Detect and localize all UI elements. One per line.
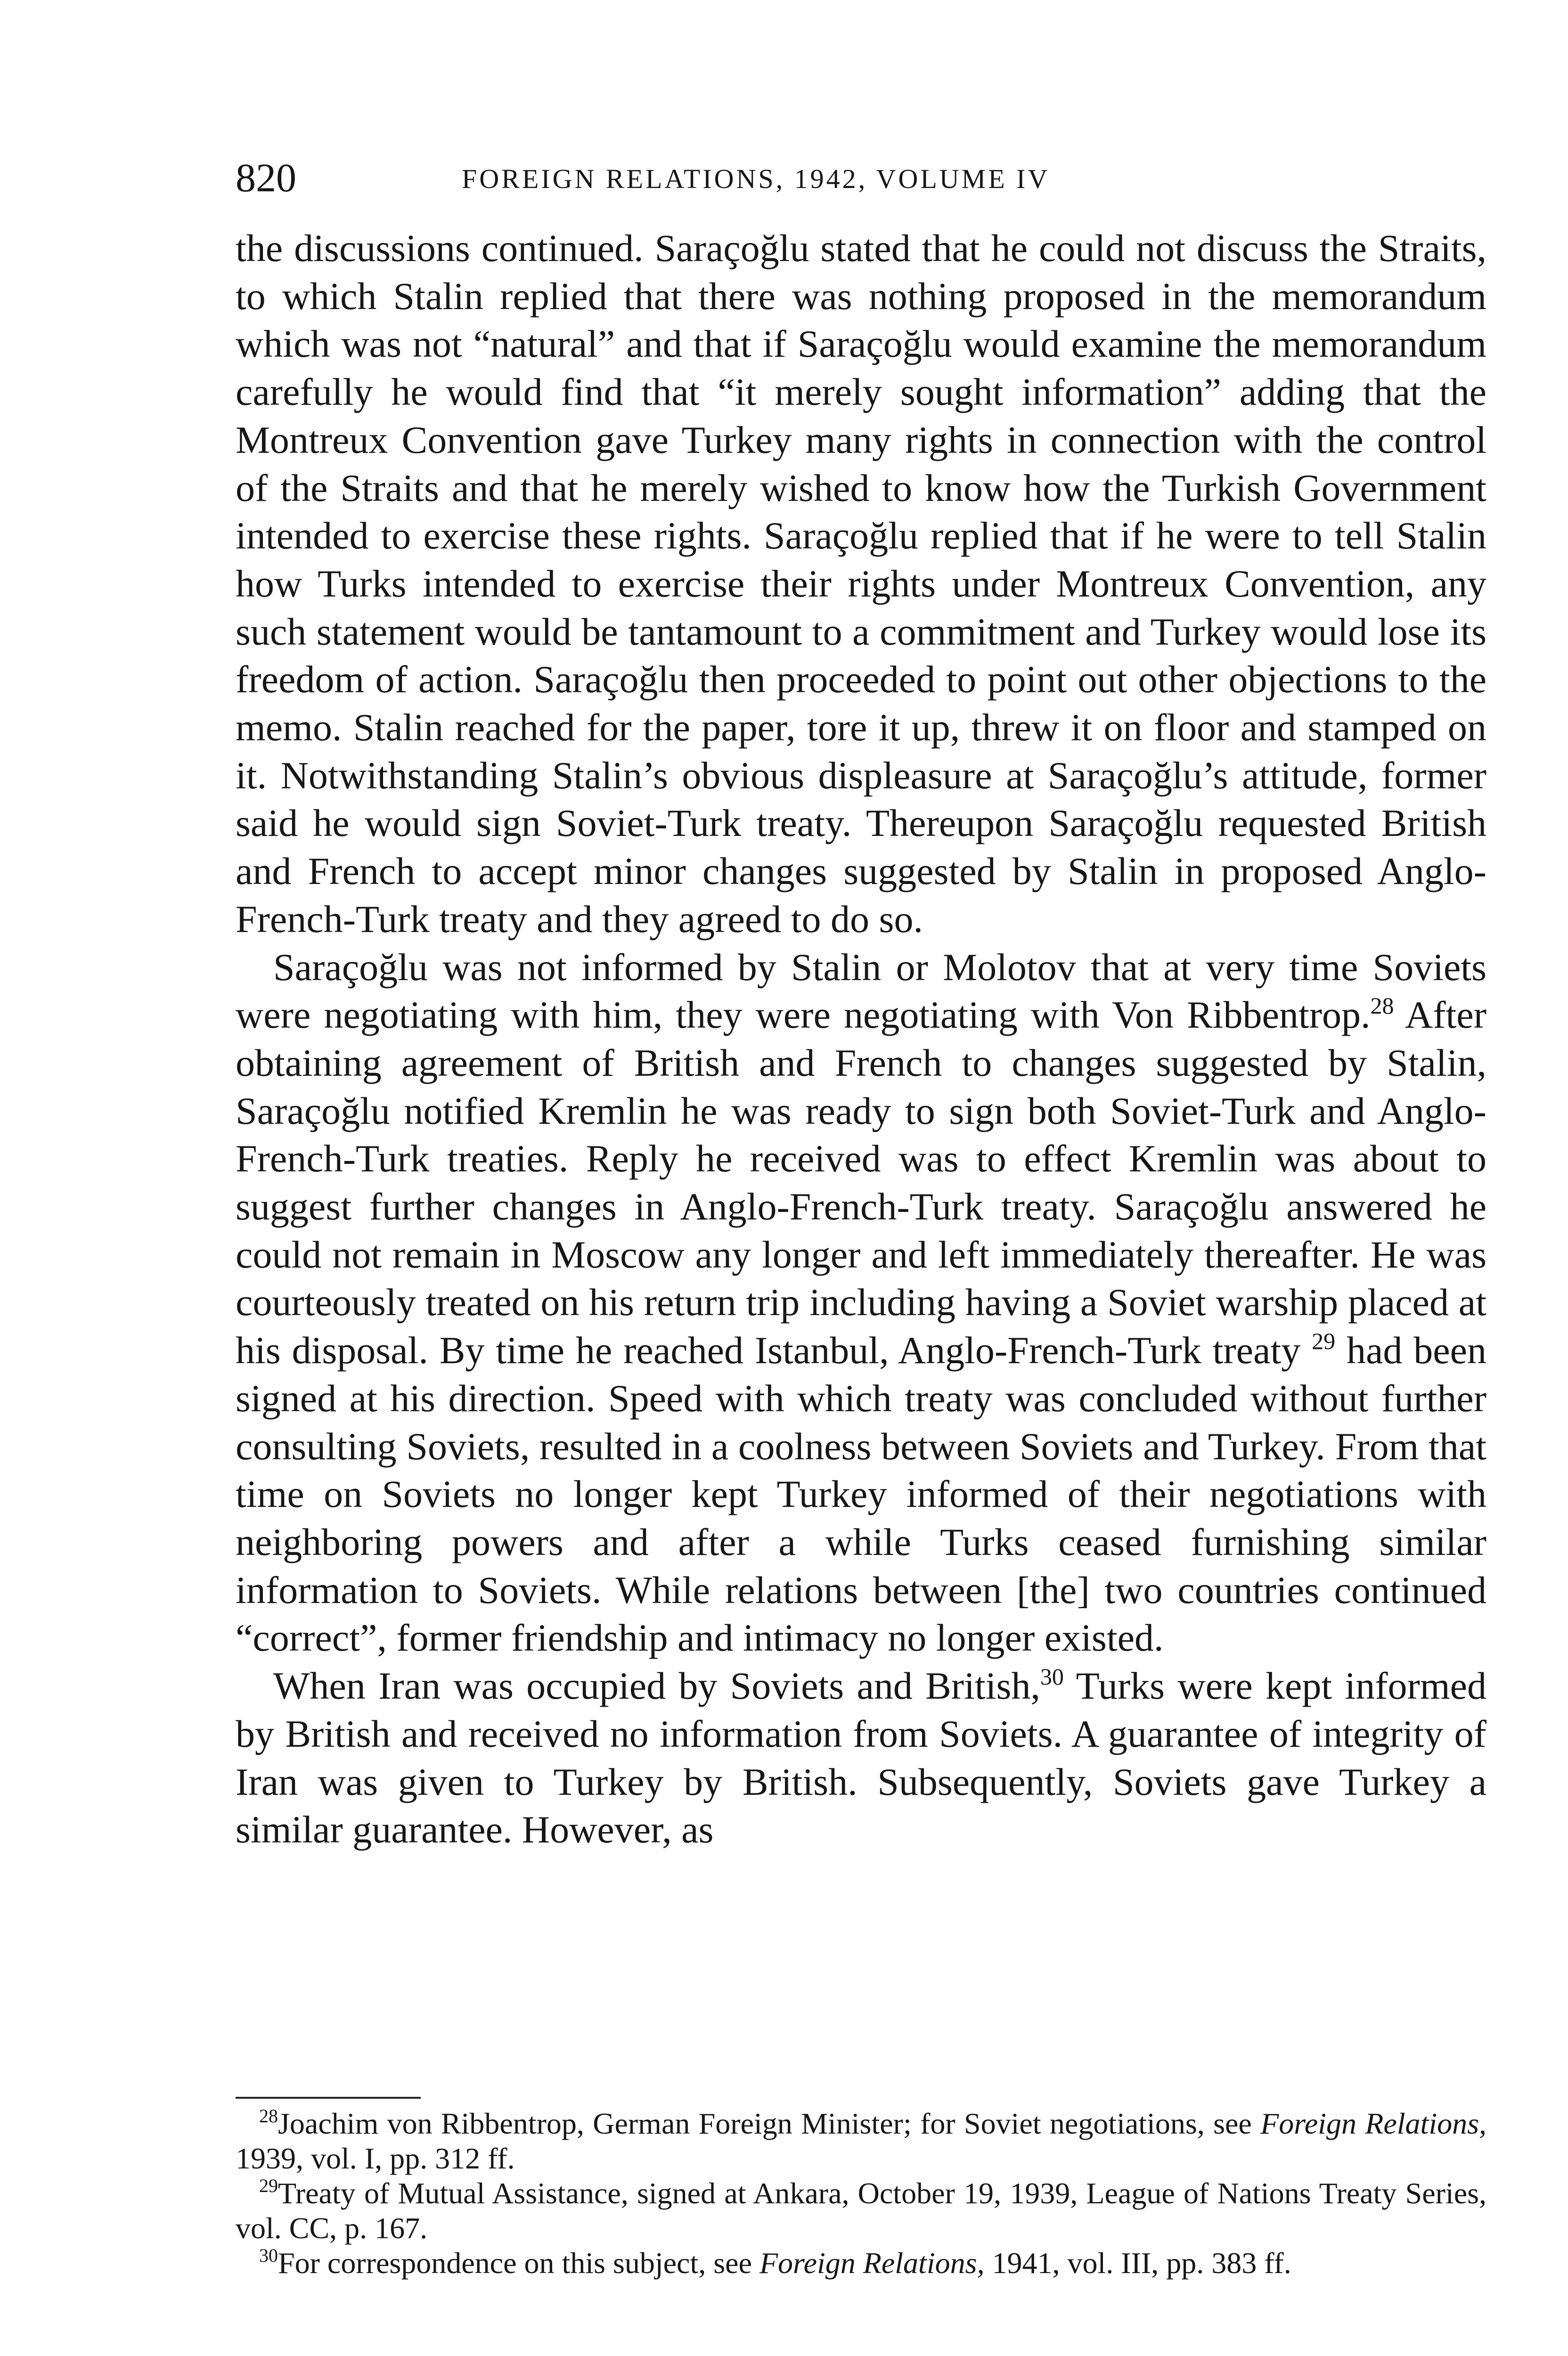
paragraph-text: Saraçoğlu was not informed by Stalin or Molotov that at very time Soviets were negotiating with him, they were negotiating with Von Ribbentrop. bbox=[236, 945, 1486, 1037]
footnote-marker: 30 bbox=[259, 2245, 278, 2266]
paragraph-3 bbox=[236, 1662, 1486, 1854]
footnote-28 bbox=[236, 2106, 1486, 2176]
paragraph-1 bbox=[236, 224, 1486, 943]
page-number: 820 bbox=[236, 155, 296, 200]
footnote-citation-title: Foreign Relations, bbox=[759, 2246, 985, 2280]
paragraph-text: had been signed at his direction. Speed with which treaty was concluded without further consulting Soviets, resulted in a coolness between Soviets and Turkey. From that time on Soviets no longer kept Turkey informed of their negotiations with neighboring powers and after a while Turks ceased furnishing similar information to Soviets. While relations between [the] two countries continued “correct”, former friendship and intimacy no longer existed. bbox=[236, 1329, 1487, 1660]
paragraph-text: When Iran was occupied by Soviets and British, bbox=[273, 1664, 1040, 1708]
footnote-text: Treaty of Mutual Assistance, signed at Ankara, October 19, 1939, League of Nations Treaty Series, vol. CC, p. 167. bbox=[236, 2176, 1486, 2245]
footnotes bbox=[236, 2106, 1486, 2281]
footnote-text: Joachim von Ribbentrop, German Foreign Minister; for Soviet negotiations, see bbox=[278, 2107, 1261, 2140]
footnote-text: For correspondence on this subject, see bbox=[278, 2246, 760, 2280]
running-head bbox=[236, 152, 1508, 204]
paragraph-text: After obtaining agreement of British and French to changes suggested by Stalin, Saraçoğlu notified Kremlin he was ready to sign both Soviet-Turk and Anglo-French-Turk treaties. Reply he received was to effect Kremlin was about to suggest further changes in Anglo-French-Turk treaty. Saraçoğlu answered he could not remain in Moscow any longer and left immediately thereafter. He was courteously treated on his return trip including having a Soviet warship placed at his disposal. By time he reached Istanbul, Anglo-French-Turk treaty bbox=[236, 993, 1486, 1372]
footnote-citation-title: Foreign Relations, bbox=[1260, 2107, 1487, 2140]
paragraph-text: the discussions continued. Saraçoğlu stated that he could not discuss the Straits, to which Stalin replied that there was nothing proposed in the memorandum which was not “natural” and that if Saraçoğlu would examine the memorandum carefully he would find that “it merely sought information” adding that the Montreux Convention gave Turkey many rights in connection with the control of the Straits and that he merely wished to know how the Turkish Government intended to exercise these rights. Saraçoğlu replied that if he were to tell Stalin how Turks intended to exercise their rights under Montreux Convention, any such statement would be tantamount to a commitment and Turkey would lose its freedom of action. Saraçoğlu then proceeded to point out other objections to the memo. Stalin reached for the paper, tore it up, threw it on floor and stamped on it. Notwithstanding Stalin’s obvious displeasure at Saraçoğlu’s attitude, former said he would sign Soviet-Turk treaty. Thereupon Saraçoğlu requested British and French to accept minor changes suggested by Stalin in proposed Anglo-French-Turk treaty and they agreed to do so. bbox=[236, 227, 1486, 941]
footnote-text: 1941, vol. III, pp. 383 ff. bbox=[984, 2246, 1291, 2280]
footnote-text: 1939, vol. I, pp. 312 ff. bbox=[236, 2142, 515, 2175]
footnote-marker: 28 bbox=[259, 2105, 278, 2127]
footnote-30 bbox=[236, 2246, 1486, 2281]
footnote-reference-30[interactable]: 30 bbox=[1040, 1663, 1064, 1690]
footnote-reference-29[interactable]: 29 bbox=[1312, 1328, 1336, 1355]
paragraph-2 bbox=[236, 943, 1486, 1662]
running-head-title: FOREIGN RELATIONS, 1942, VOLUME IV bbox=[462, 164, 1050, 194]
footnote-marker: 29 bbox=[259, 2175, 278, 2196]
paragraph-text: Turks were kept informed by British and received no information from Soviets. A guarantee of integrity of Iran was given to Turkey by British. Subsequently, Soviets gave Turkey a similar guarantee. However, as bbox=[236, 1664, 1486, 1851]
footnote-divider bbox=[236, 2097, 421, 2099]
body-text bbox=[236, 224, 1486, 1854]
footnote-29 bbox=[236, 2176, 1486, 2246]
footnote-reference-28[interactable]: 28 bbox=[1370, 992, 1394, 1019]
